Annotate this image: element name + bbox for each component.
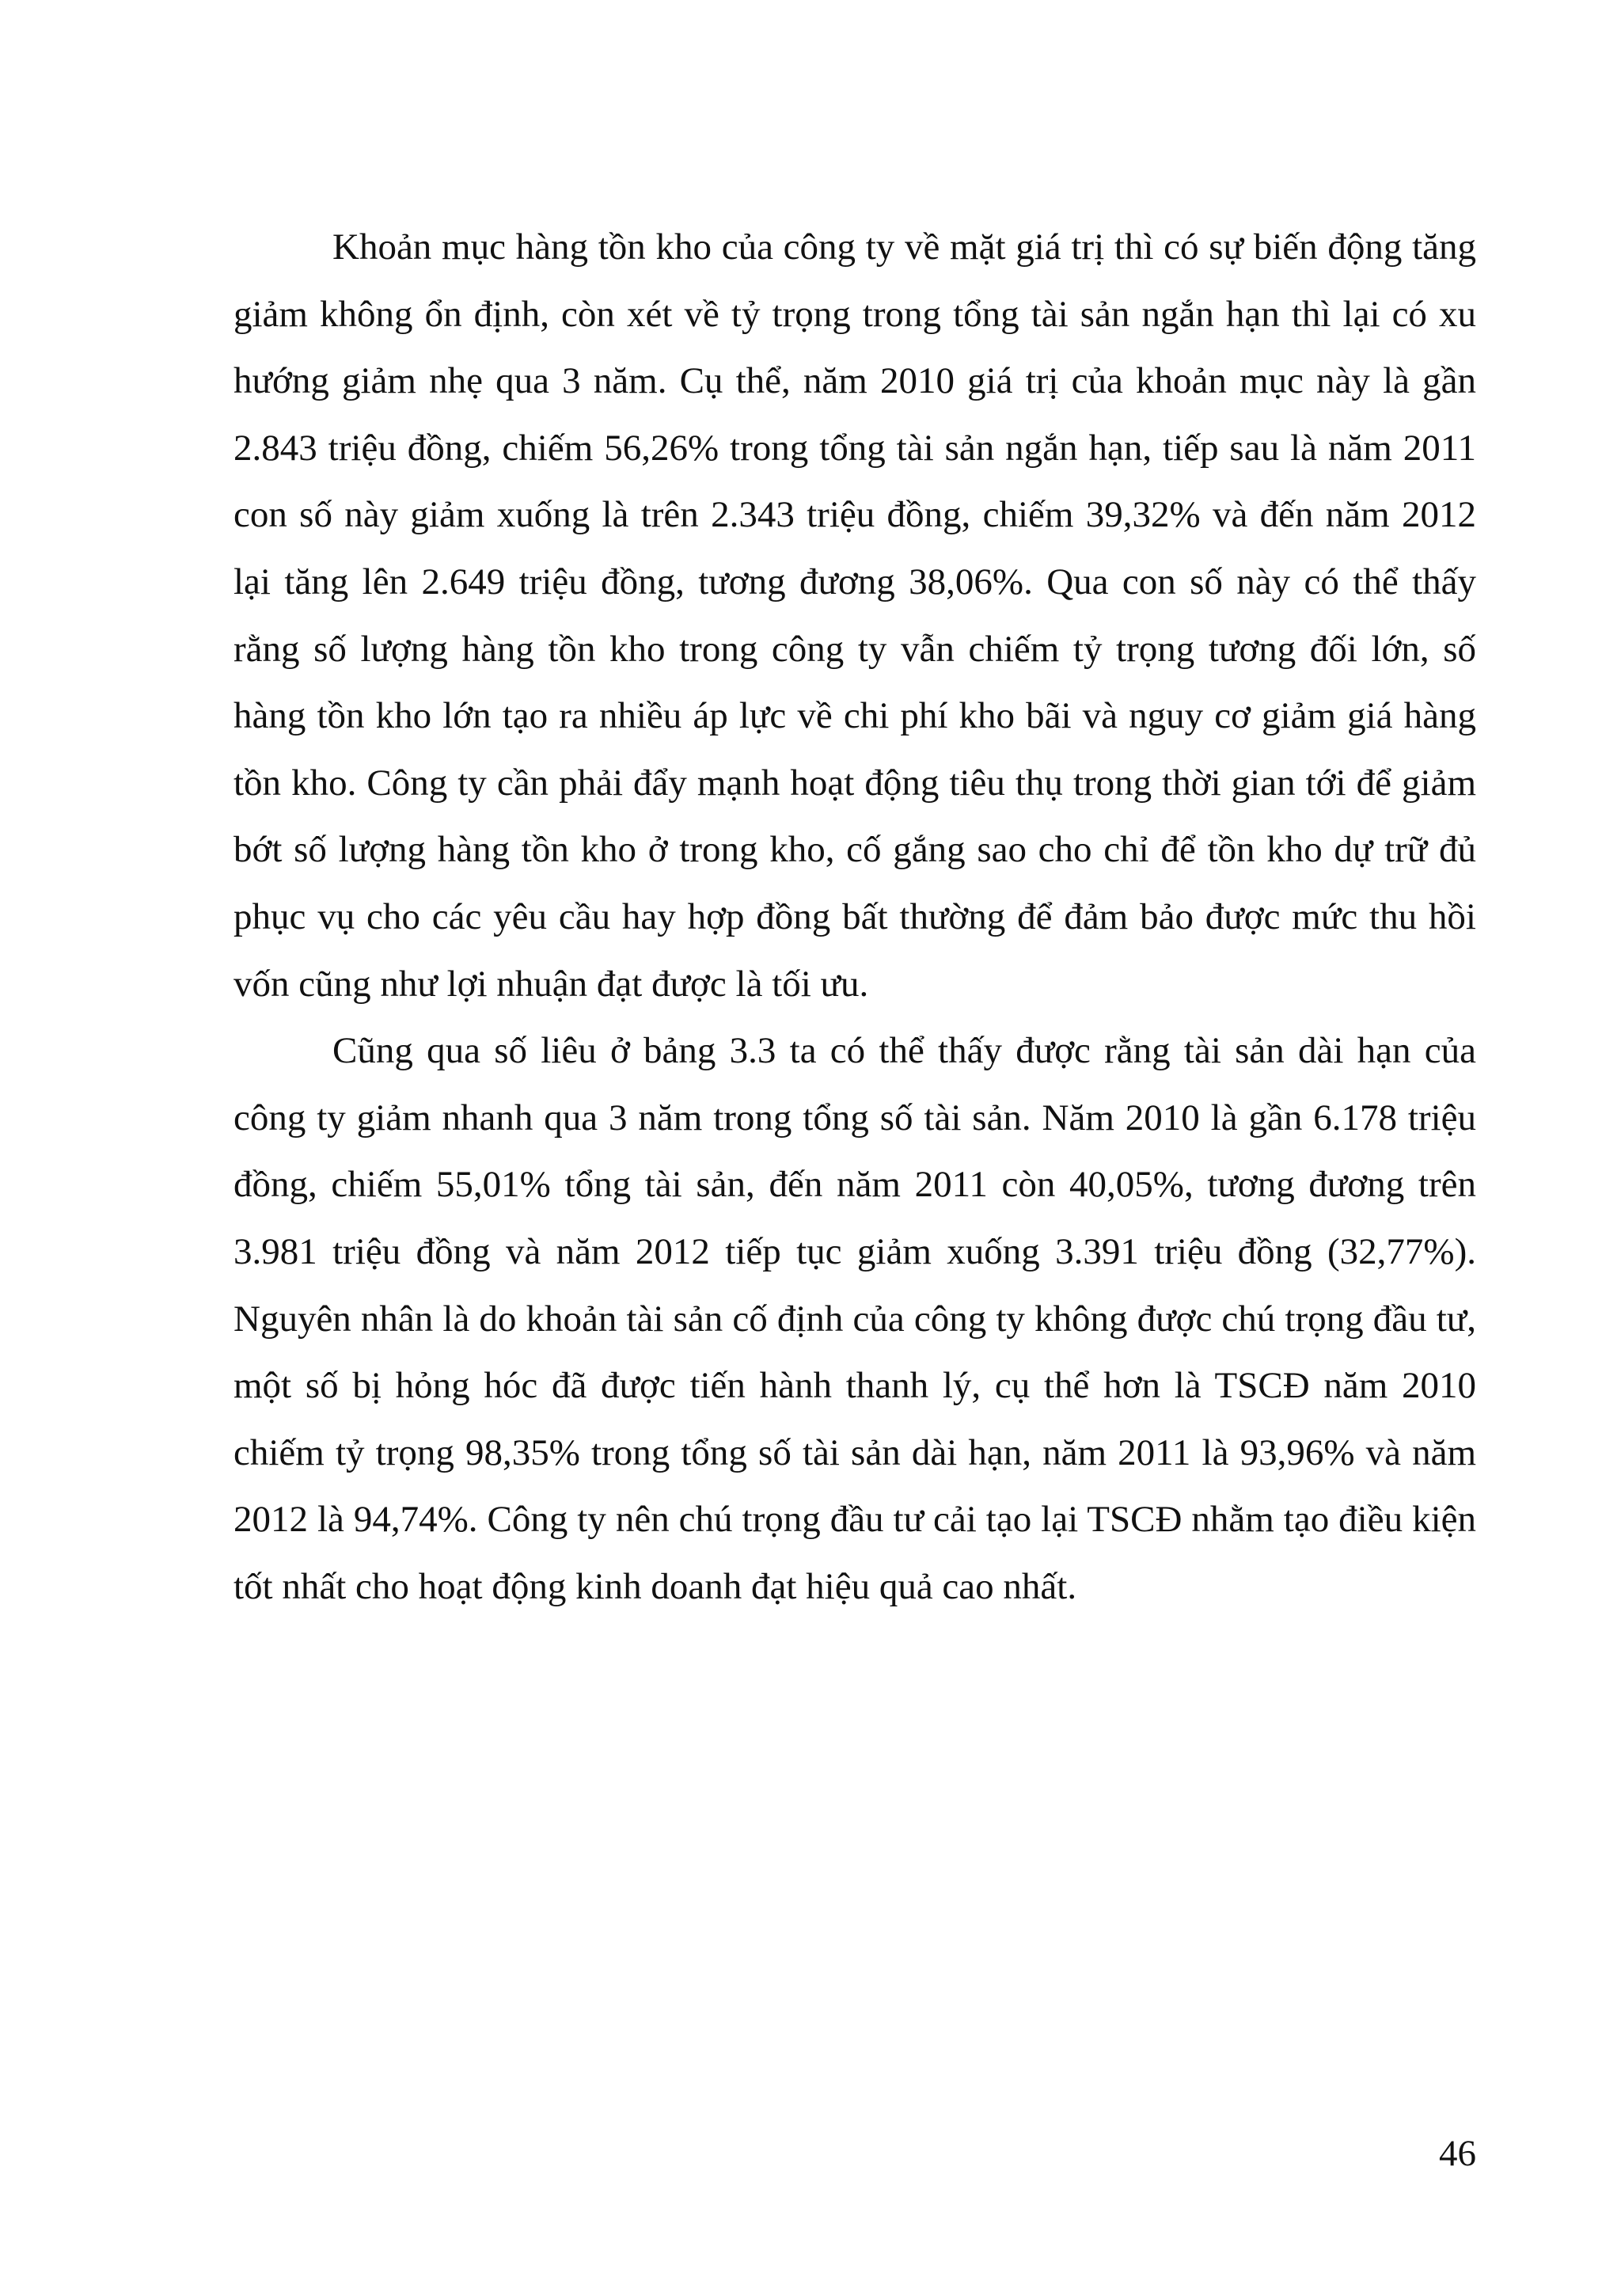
page-number: 46: [1439, 2133, 1476, 2174]
paragraph-long-term-assets: Cũng qua số liêu ở bảng 3.3 ta có thể thấy được rằng tài sản dài hạn của công ty giảm nhanh qua 3 năm trong tổng số tài sản. Năm 2010 là gần 6.178 triệu đồng, chiếm 55,01% tổng tài sản, đến năm 2011 còn 40,05%, tương đương trên 3.981 triệu đồng và năm 2012 tiếp tục giảm xuống 3.391 triệu đồng (32,77%). Nguyên nhân là do khoản tài sản cố định của công ty không được chú trọng đầu tư, một số bị hỏng hóc đã được tiến hành thanh lý, cụ thể hơn là TSCĐ năm 2010 chiếm tỷ trọng 98,35% trong tổng số tài sản dài hạn, năm 2011 là 93,96% và năm 2012 là 94,74%. Công ty nên chú trọng đầu tư cải tạo lại TSCĐ nhằm tạo điều kiện tốt nhất cho hoạt động kinh doanh đạt hiệu quả cao nhất.: [233, 1030, 1476, 1607]
paragraph-inventory: Khoản mục hàng tồn kho của công ty về mặt giá trị thì có sự biến động tăng giảm không ổn định, còn xét về tỷ trọng trong tổng tài sản ngắn hạn thì lại có xu hướng giảm nhẹ qua 3 năm. Cụ thể, năm 2010 giá trị của khoản mục này là gần 2.843 triệu đồng, chiếm 56,26% trong tổng tài sản ngắn hạn, tiếp sau là năm 2011 con số này giảm xuống là trên 2.343 triệu đồng, chiếm 39,32% và đến năm 2012 lại tăng lên 2.649 triệu đồng, tương đương 38,06%. Qua con số này có thể thấy rằng số lượng hàng tồn kho trong công ty vẫn chiếm tỷ trọng tương đối lớn, số hàng tồn kho lớn tạo ra nhiều áp lực về chi phí kho bãi và nguy cơ giảm giá hàng tồn kho. Công ty cần phải đẩy mạnh hoạt động tiêu thụ trong thời gian tới để giảm bớt số lượng hàng tồn kho ở trong kho, cố gắng sao cho chỉ để tồn kho dự trữ đủ phục vụ cho các yêu cầu hay hợp đồng bất thường để đảm bảo được mức thu hồi vốn cũng như lợi nhuận đạt được là tối ưu.: [233, 226, 1476, 1005]
page-body: [233, 214, 1476, 1620]
